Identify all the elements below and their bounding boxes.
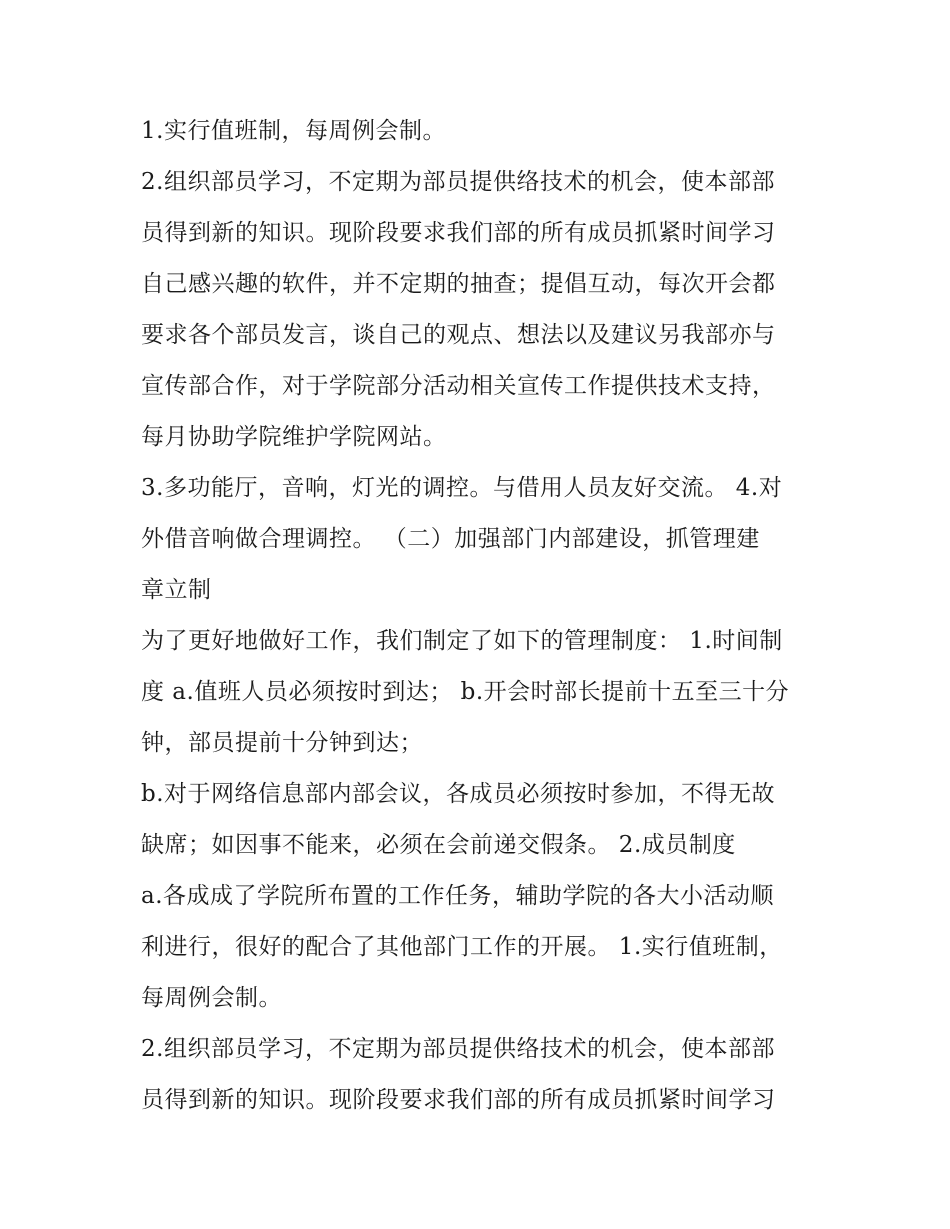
paragraph-7 (141, 1024, 821, 1126)
text-line: 员得到新的知识。现阶段要求我们部的所有成员抓紧时间学习 (141, 220, 776, 246)
text-line: 自己感兴趣的软件，并不定期的抽查；提倡互动，每次开会都 (141, 271, 776, 297)
text-line: 3.多功能厅，音响，灯光的调控。与借用人员友好交流。 4.对 (141, 475, 783, 501)
paragraph-4 (141, 616, 821, 769)
text-line: b.对于网络信息部内部会议，各成员必须按时参加，不得无故 (141, 781, 776, 807)
text-line: 利进行，很好的配合了其他部门工作的开展。 1.实行值班制， (141, 934, 783, 960)
text-line: 为了更好地做好工作，我们制定了如下的管理制度： 1.时间制 (141, 628, 783, 654)
paragraph-6 (141, 871, 821, 1024)
text-line: 1.实行值班制，每周例会制。 (141, 118, 446, 144)
text-line: 2.组织部员学习，不定期为部员提供络技术的机会，使本部部 (141, 1036, 775, 1062)
text-line: 宣传部合作，对于学院部分活动相关宣传工作提供技术支持， (141, 373, 776, 399)
paragraph-5 (141, 769, 821, 871)
text-line: a.各成成了学院所布置的工作任务，辅助学院的各大小活动顺 (141, 883, 775, 909)
text-line: 每周例会制。 (141, 985, 282, 1011)
document-body (141, 106, 821, 1126)
paragraph-1 (141, 106, 821, 157)
text-line: 缺席；如因事不能来，必须在会前递交假条。 2.成员制度 (141, 832, 736, 858)
text-line: 章立制 (141, 577, 212, 603)
text-line: 钟，部员提前十分钟到达； (141, 730, 423, 756)
text-line: 每月协助学院维护学院网站。 (141, 424, 447, 450)
text-line: 度 a.值班人员必须按时到达； b.开会时部长提前十五至三十分 (141, 679, 790, 705)
text-line: 2.组织部员学习，不定期为部员提供络技术的机会，使本部部 (141, 169, 775, 195)
paragraph-3 (141, 463, 821, 616)
text-line: 员得到新的知识。现阶段要求我们部的所有成员抓紧时间学习 (141, 1087, 776, 1113)
text-line: 外借音响做合理调控。 （二）加强部门内部建设，抓管理建 (141, 526, 760, 552)
paragraph-2 (141, 157, 821, 463)
text-line: 要求各个部员发言，谈自己的观点、想法以及建议另我部亦与 (141, 322, 776, 348)
